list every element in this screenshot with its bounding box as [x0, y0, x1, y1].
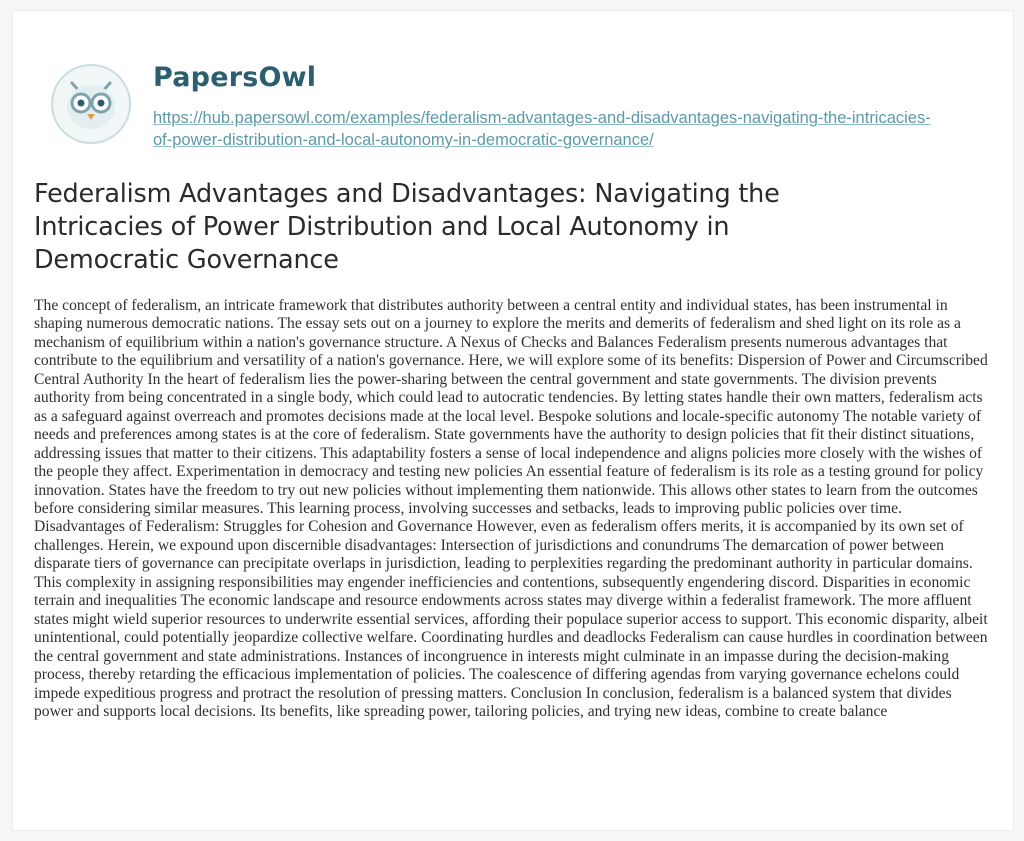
essay-title: Federalism Advantages and Disadvantages: Navigating the Intricacies of Power Distribution and Local Autonomy in Democratic Governance: [34, 179, 780, 275]
brand-name: PapersOwl: [153, 62, 317, 93]
owl-logo-icon: [50, 63, 132, 145]
essay-body: The concept of federalism, an intricate framework that distributes authority between a central entity and individual states, has been instrumental in shaping numerous democratic nations. The essay sets out on a journey to explore the merits and demerits of federalism and shed light on its role as a mechanism of equilibrium within a nation's governance structure. A Nexus of Checks and Balances Federalism presents numerous advantages that contribute to the equilibrium and versatility of a nation's governance. Here, we will explore some of its benefits: Dispersion of Power and Circumscribed Central Authority In the heart of federalism lies the power-sharing between the central government and state governments. The division prevents authority from being concentrated in a single body, which could lead to autocratic tendencies. By letting states handle their own matters, federalism acts as a safeguard against overreach and promotes decisions made at the local level. Bespoke solutions and locale-specific autonomy The notable variety of needs and preferences among states is at the core of federalism. State governments have the authority to design policies that fit their distinct situations, addressing issues that matter to their citizens. This adaptability fosters a sense of local independence and aligns policies more closely with the wishes of the people they affect. Experimentation in democracy and testing new policies An essential feature of federalism is its role as a testing ground for policy innovation. States have the freedom to try out new policies without implementing them nationwide. This allows other states to learn from the outcomes before considering similar measures. This learning process, involving successes and setbacks, leads to improving public policies over time. Disadvantages of Federalism: Struggles for Cohesion and Governance However, even as federalism offers merits, it is accompanied by its own set of challenges. Herein, we expound upon discernible disadvantages: Intersection of jurisdictions and conundrums The demarcation of power between disparate tiers of governance can precipitate overlaps in jurisdiction, leading to perplexities regarding the predominant authority in particular domains. This complexity in assigning responsibilities may engender inefficiencies and contentions, subsequently engendering discord. Disparities in economic terrain and inequalities The economic landscape and resource endowments across states may diverge within a federalist framework. The more affluent states might wield superior resources to underwrite essential services, affording their populace superior access to support. This economic disparity, albeit unintentional, could potentially jeopardize collective welfare. Coordinating hurdles and deadlocks Federalism can cause hurdles in coordination between the central government and state administrations. Instances of incongruence in interests might culminate in an impasse during the decision-making process, thereby retarding the efficacious implementation of policies. The coalescence of differing agendas from varying governance echelons could impede expeditious progress and protract the resolution of pressing matters. Conclusion In conclusion, federalism is a balanced system that divides power and supports local decisions. Its benefits, like spreading power, tailoring policies, and trying new ideas, combine to create balance: [34, 297, 988, 720]
source-url-link[interactable]: https://hub.papersowl.com/examples/federalism-advantages-and-disadvantages-navigating-the-intricacies-of-power-distribution-and-local-autonomy-in-democratic-governance/: [153, 109, 931, 149]
